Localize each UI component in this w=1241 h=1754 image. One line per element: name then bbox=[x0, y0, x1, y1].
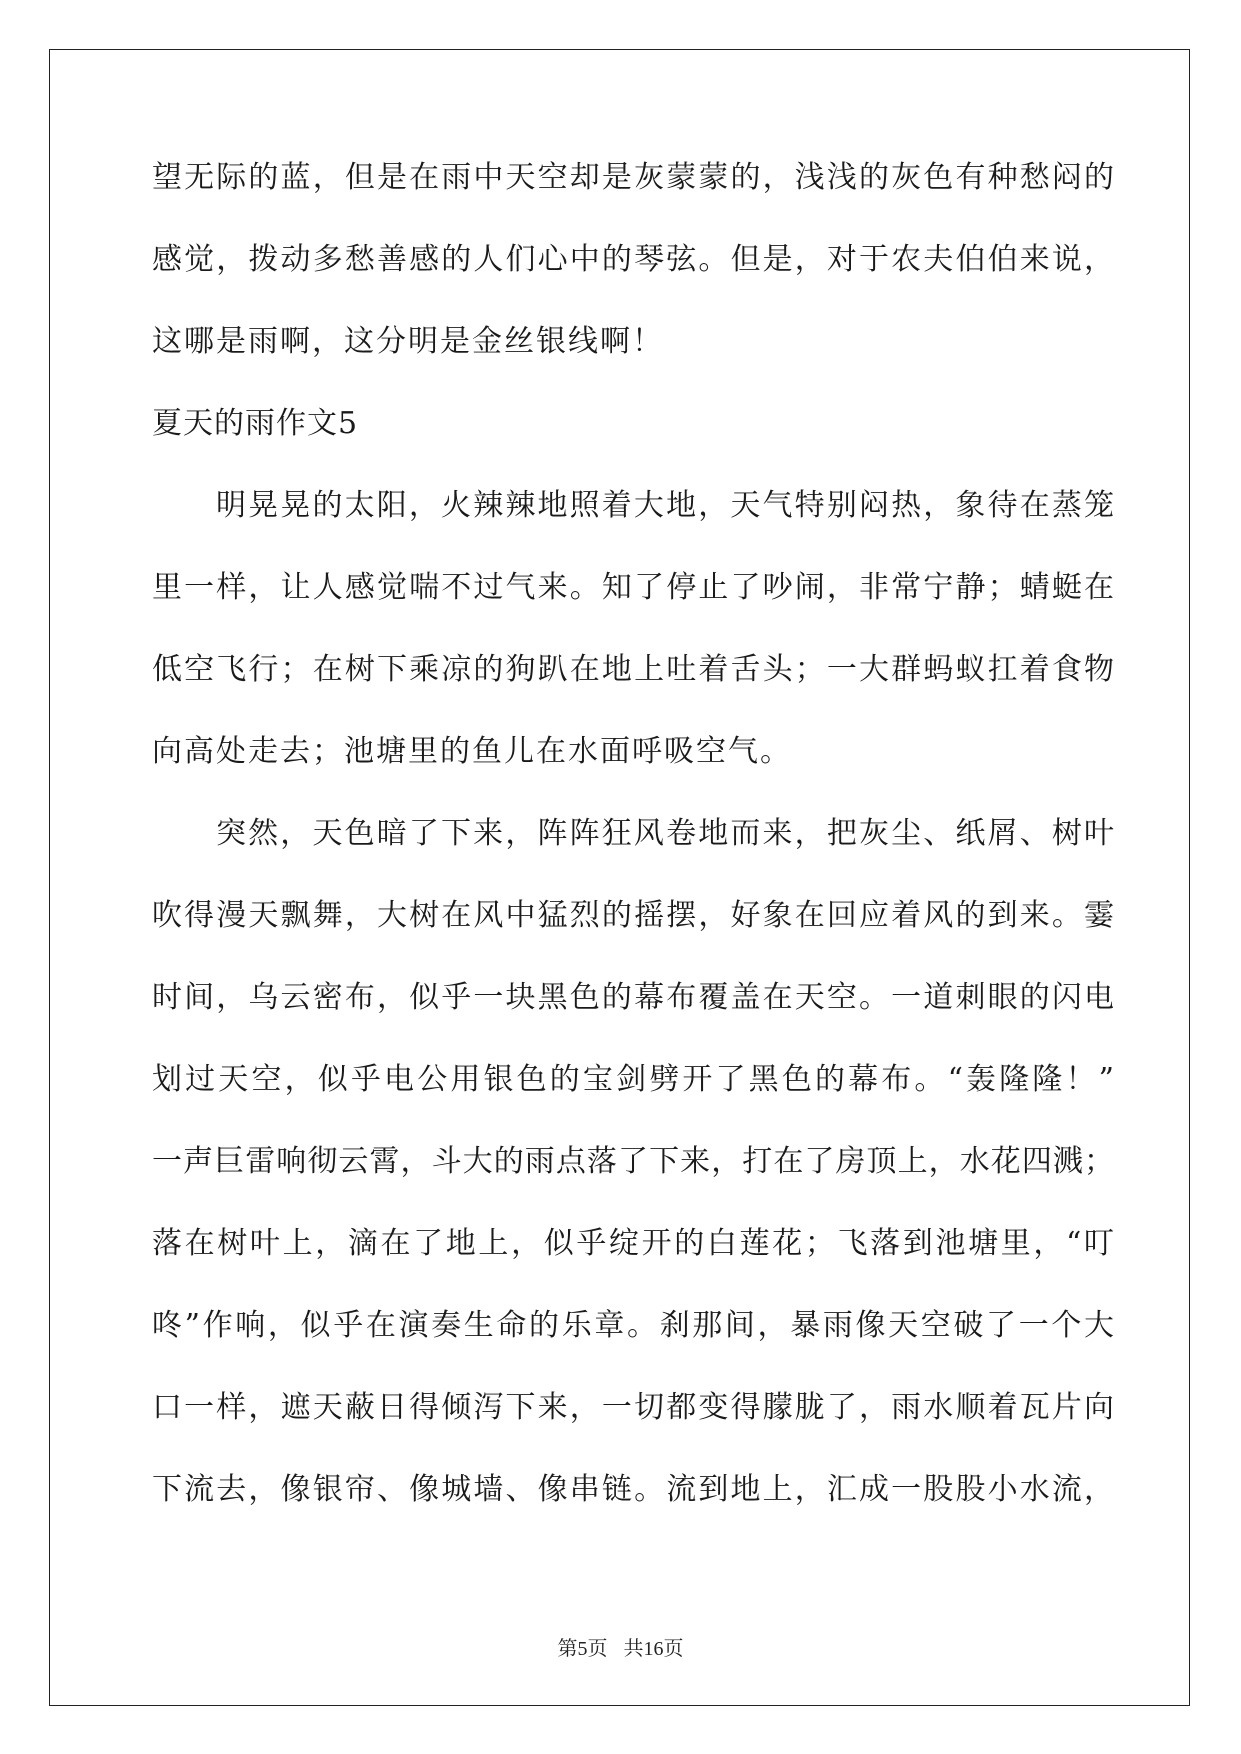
text-line: 感觉，拨动多愁善感的人们心中的琴弦。但是，对于农夫伯伯来说， bbox=[152, 242, 1114, 277]
paragraph-first-line: 明晃晃的太阳，火辣辣地照着大地，天气特别闷热，象待在蒸笼 bbox=[216, 488, 1114, 523]
page-number: 5 bbox=[577, 1638, 588, 1660]
document-body bbox=[152, 160, 1114, 1554]
text-line: 向高处走去；池塘里的鱼儿在水面呼吸空气。 bbox=[152, 734, 792, 769]
total-label-suffix: 页 bbox=[663, 1636, 684, 1660]
text-line: 一声巨雷响彻云霄，斗大的雨点落了下来，打在了房顶上，水花四溅； bbox=[152, 1144, 1114, 1179]
text-line: 吹得漫天飘舞，大树在风中猛烈的摇摆，好象在回应着风的到来。霎 bbox=[152, 898, 1114, 933]
text-line: 落在树叶上，滴在了地上，似乎绽开的白莲花；飞落到池塘里，“叮 bbox=[152, 1226, 1114, 1261]
text-line: 时间，乌云密布，似乎一块黑色的幕布覆盖在天空。一道刺眼的闪电 bbox=[152, 980, 1114, 1015]
text-line: 划过天空，似乎电公用银色的宝剑劈开了黑色的幕布。“轰隆隆！” bbox=[152, 1062, 1114, 1097]
text-line: 低空飞行；在树下乘凉的狗趴在地上吐着舌头；一大群蚂蚁扛着食物 bbox=[152, 652, 1114, 687]
page-label-suffix: 页 bbox=[587, 1636, 608, 1660]
page-label-prefix: 第 bbox=[557, 1636, 578, 1660]
text-line: 这哪是雨啊，这分明是金丝银线啊！ bbox=[152, 324, 664, 359]
text-line: 里一样，让人感觉喘不过气来。知了停止了吵闹，非常宁静；蜻蜓在 bbox=[152, 570, 1114, 605]
section-heading: 夏天的雨作文5 bbox=[152, 406, 359, 441]
text-line: 咚”作响，似乎在演奏生命的乐章。刹那间，暴雨像天空破了一个大 bbox=[152, 1308, 1114, 1343]
total-label-prefix: 共 bbox=[623, 1636, 644, 1660]
text-line: 下流去，像银帘、像城墙、像串链。流到地上，汇成一股股小水流， bbox=[152, 1472, 1114, 1507]
text-line: 口一样，遮天蔽日得倾泻下来，一切都变得朦胧了，雨水顺着瓦片向 bbox=[152, 1390, 1114, 1425]
total-pages: 16 bbox=[643, 1638, 664, 1660]
page-footer bbox=[0, 1632, 1241, 1661]
paragraph-first-line: 突然，天色暗了下来，阵阵狂风卷地而来，把灰尘、纸屑、树叶 bbox=[216, 816, 1114, 851]
text-line: 望无际的蓝，但是在雨中天空却是灰蒙蒙的，浅浅的灰色有种愁闷的 bbox=[152, 160, 1114, 195]
